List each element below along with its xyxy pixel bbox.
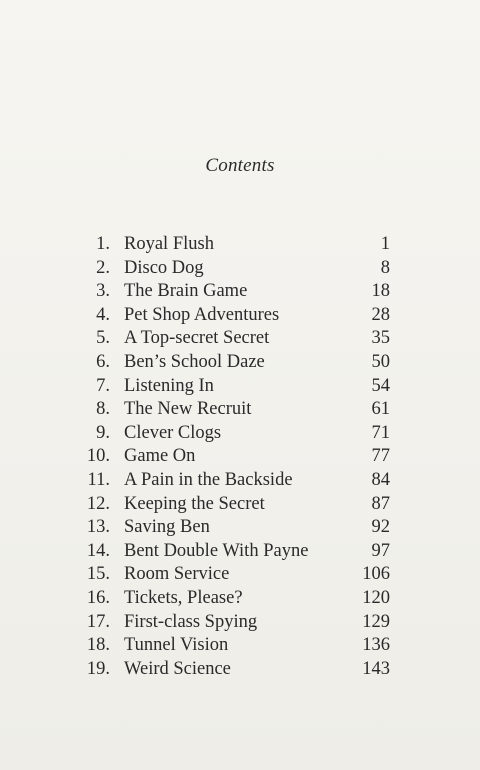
toc-entry [0, 657, 480, 681]
toc-entry-number: 15. [86, 564, 110, 585]
toc-entry [0, 397, 480, 421]
toc-entry-number: 19. [86, 658, 110, 679]
toc-entry-page-number: 92 [371, 517, 390, 538]
toc-entry-page-number: 97 [371, 540, 390, 561]
toc-entry-title: Game On [124, 446, 196, 467]
toc-entry-number: 5. [96, 328, 110, 349]
toc-entry [0, 232, 480, 256]
toc-entry [0, 256, 480, 280]
toc-entry [0, 562, 480, 586]
toc-entry-number: 4. [96, 304, 110, 325]
table-of-contents [0, 230, 480, 690]
toc-entry-title: Royal Flush [124, 234, 214, 254]
toc-entry-number: 10. [86, 446, 110, 467]
toc-entry [0, 421, 480, 445]
toc-entry [0, 279, 480, 303]
toc-entry-number: 7. [96, 375, 110, 396]
toc-entry-page-number: 8 [380, 257, 390, 278]
toc-entry-number: 11. [87, 470, 110, 490]
toc-entry-page-number: 35 [371, 328, 390, 349]
toc-entry-number: 12. [86, 493, 110, 514]
toc-entry-page-number: 77 [371, 446, 390, 467]
toc-entry [0, 539, 480, 563]
contents-heading: Contents [205, 155, 275, 176]
toc-entry-title: The Brain Game [124, 281, 248, 302]
toc-entry-number: 1. [96, 234, 110, 254]
toc-entry [0, 515, 480, 539]
toc-entry [0, 326, 480, 350]
toc-entry [0, 444, 480, 468]
toc-entry [0, 610, 480, 634]
toc-entry-title: Keeping the Secret [124, 493, 265, 514]
toc-entry-page-number: 28 [371, 304, 390, 325]
toc-entry [0, 492, 480, 516]
toc-entry-page-number: 54 [371, 375, 390, 396]
toc-entry [0, 633, 480, 657]
toc-entry-title: The New Recruit [124, 399, 252, 420]
toc-entry-page-number: 143 [362, 658, 390, 679]
toc-entry-number: 14. [86, 540, 110, 561]
toc-entry [0, 468, 480, 492]
toc-entry-title: Tickets, Please? [124, 588, 243, 608]
toc-entry-page-number: 136 [362, 635, 390, 656]
toc-entry-title: Weird Science [124, 658, 231, 679]
toc-entry-title: First-class Spying [124, 611, 258, 632]
toc-entry [0, 374, 480, 398]
toc-entry [0, 586, 480, 610]
toc-entry-title: Listening In [124, 375, 214, 396]
toc-entry-page-number: 84 [371, 470, 390, 490]
toc-entry-page-number: 71 [371, 422, 390, 443]
toc-entry-title: A Top-secret Secret [124, 328, 270, 349]
toc-entry-title: Pet Shop Adventures [124, 304, 280, 325]
toc-entry-title: Saving Ben [124, 517, 210, 538]
toc-entry-title: A Pain in the Backside [124, 470, 293, 490]
toc-entry-title: Clever Clogs [124, 422, 222, 443]
toc-entry-number: 8. [96, 399, 110, 420]
toc-entry-page-number: 61 [371, 399, 390, 420]
toc-entry [0, 303, 480, 327]
toc-entry-number: 9. [96, 422, 110, 443]
toc-entry-page-number: 106 [362, 564, 390, 585]
toc-entry-number: 13. [86, 517, 110, 538]
toc-entry-number: 17. [86, 611, 110, 632]
toc-entry-number: 6. [96, 352, 110, 372]
toc-entry-number: 18. [86, 635, 110, 656]
toc-entry-page-number: 50 [371, 352, 390, 372]
toc-entry-title: Disco Dog [124, 257, 204, 278]
toc-entry-title: Tunnel Vision [124, 635, 229, 656]
toc-entry-page-number: 129 [362, 611, 390, 632]
toc-entry-title: Room Service [124, 564, 230, 585]
toc-entry-page-number: 18 [371, 281, 390, 302]
toc-entry-number: 2. [96, 257, 110, 278]
toc-entry-title: Bent Double With Payne [124, 540, 309, 561]
toc-entry-page-number: 87 [371, 493, 390, 514]
toc-entry-number: 3. [96, 281, 110, 302]
toc-entry [0, 350, 480, 374]
toc-entry-page-number: 120 [362, 588, 390, 608]
toc-entry-number: 16. [86, 588, 110, 608]
toc-entry-title: Ben’s School Daze [124, 352, 265, 372]
toc-entry-page-number: 1 [380, 234, 390, 254]
